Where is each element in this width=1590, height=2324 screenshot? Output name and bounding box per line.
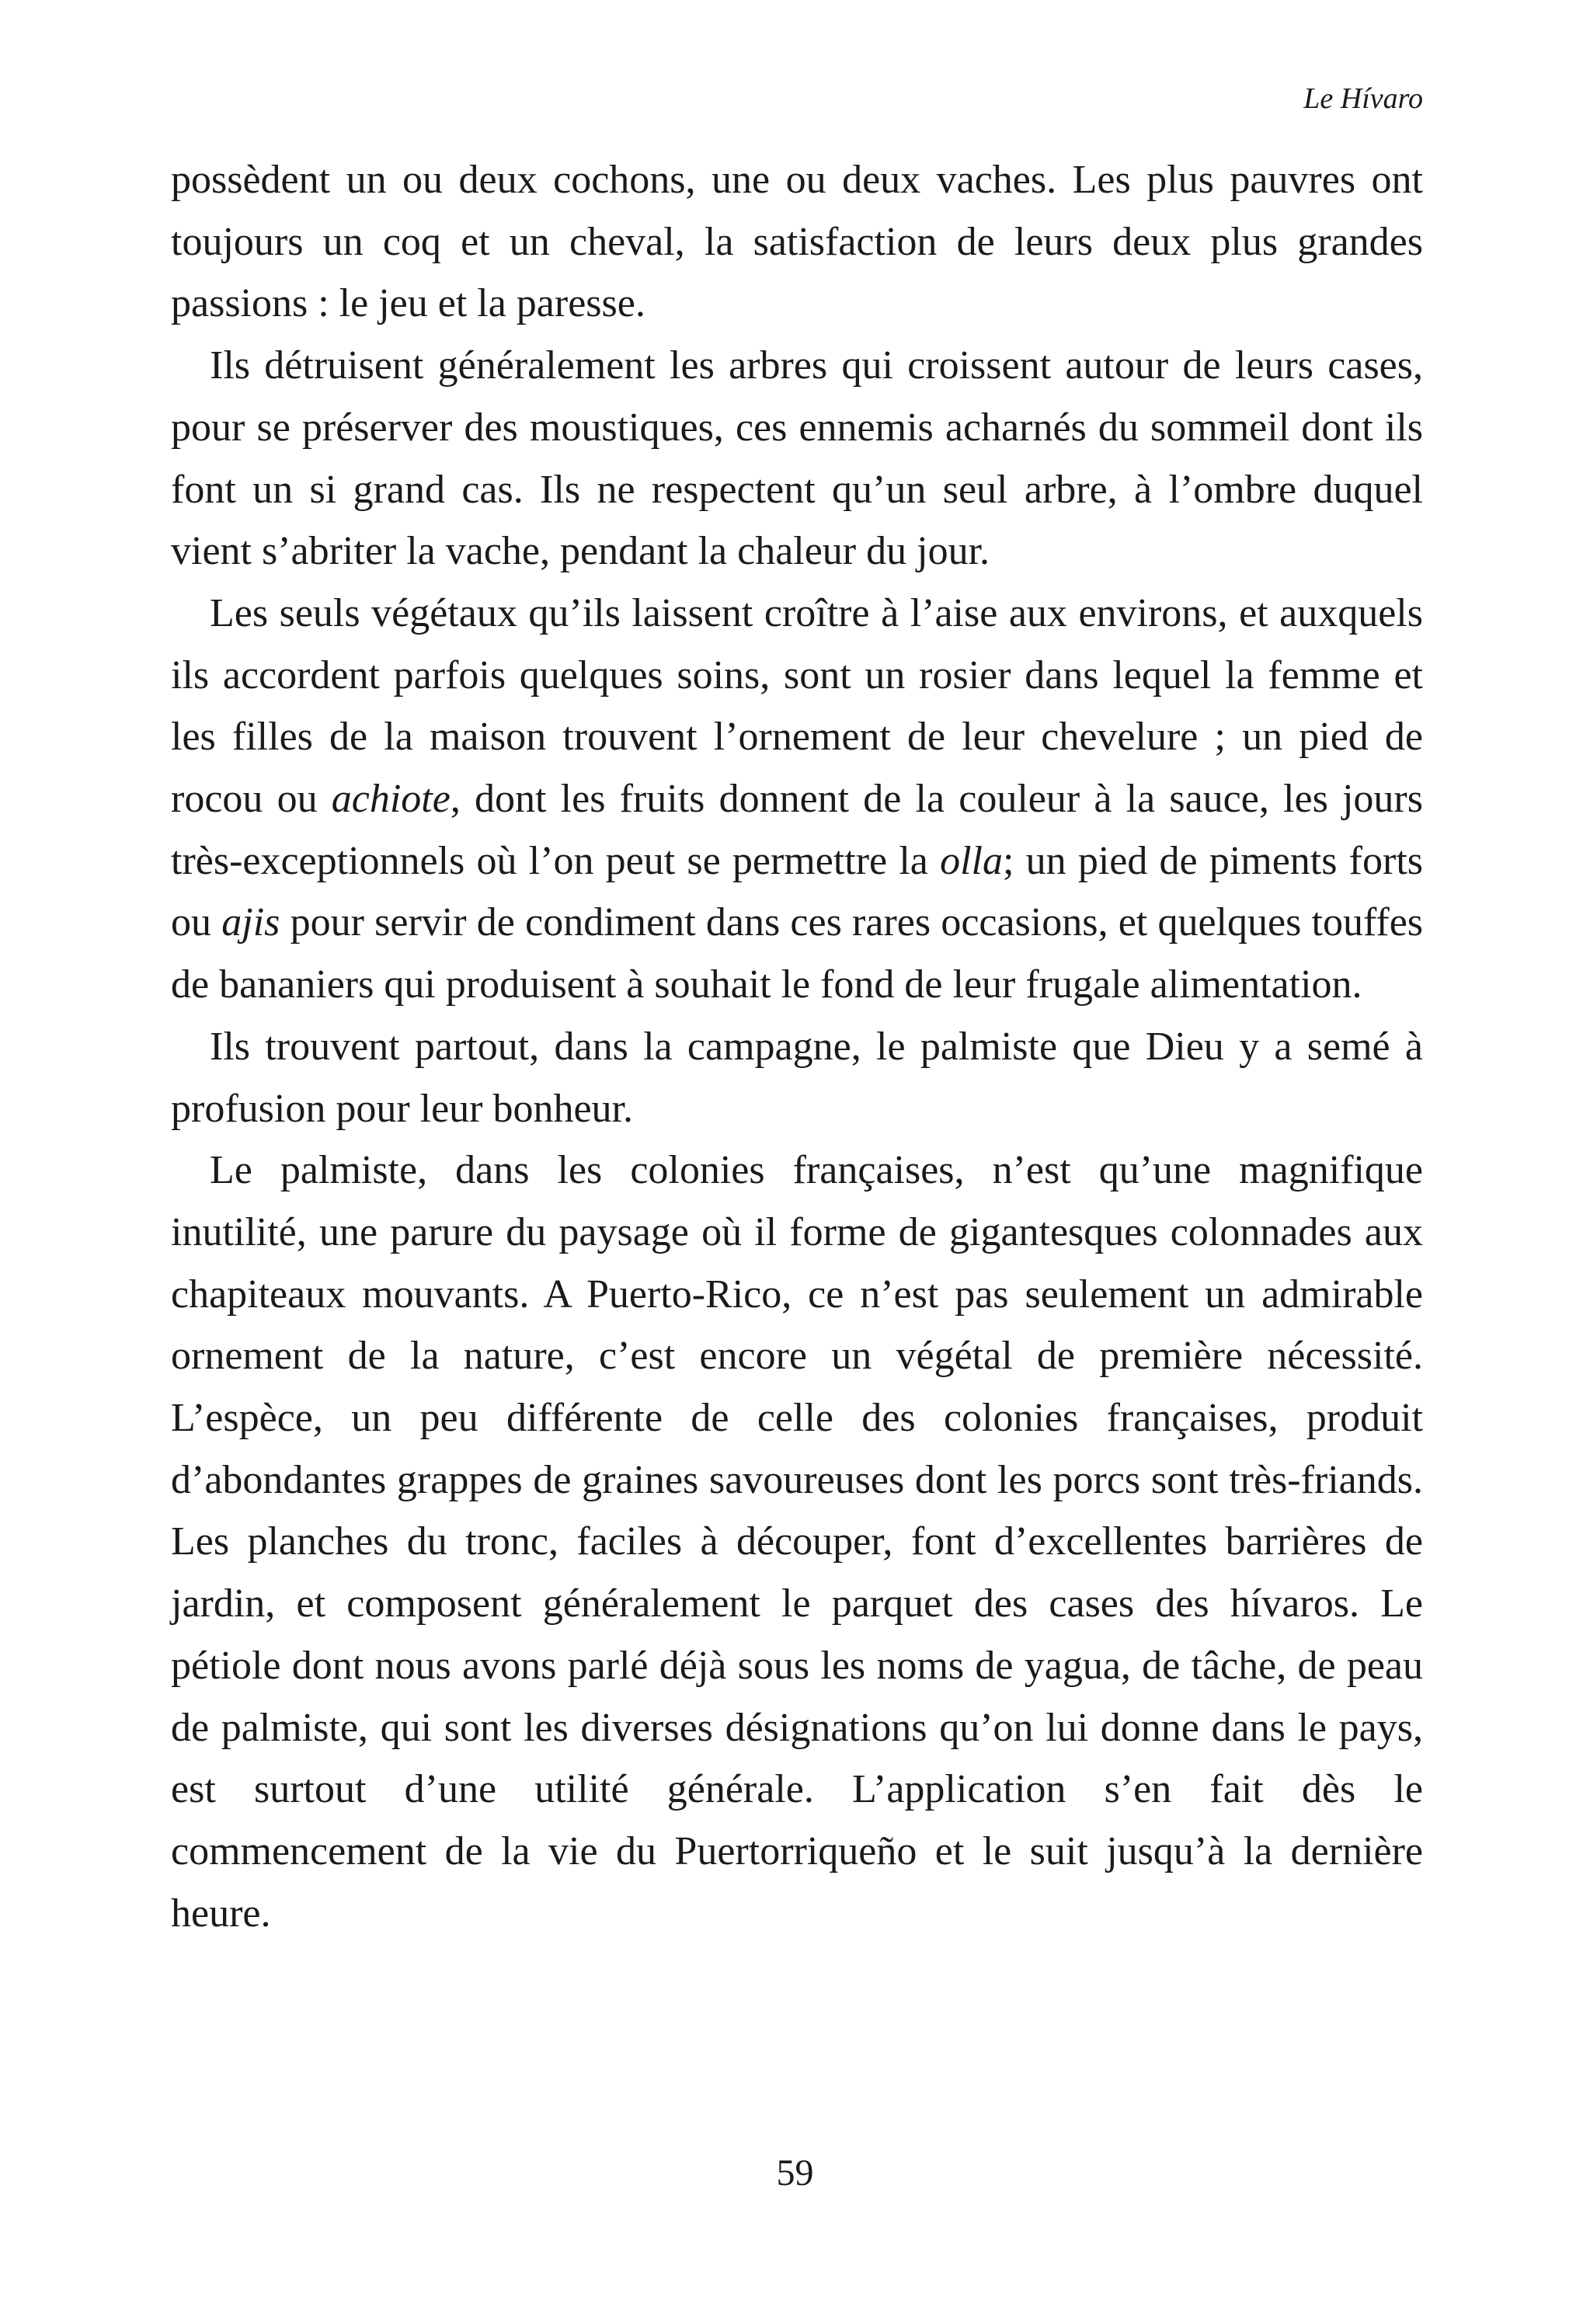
paragraph-text: possèdent un ou deux cochons, une ou deux vaches. Les plus pauvres ont toujours un coq et un cheval, la satisfaction de leurs deux plus grandes passions : le jeu et la paresse.: [171, 158, 1423, 326]
paragraph-text: Le palmiste, dans les colonies françaises, n’est qu’une magnifique inutilité, une parure du paysage où il forme de gigantesques colonnades aux chapiteaux mouvants. A Puerto-Rico, ce n’est pas seulement un admirable ornement de la nature, c’est encore un végétal de première nécessité. L’espèce, un peu différente de celle des colonies françaises, produit d’abondantes grappes de graines savoureuses dont les porcs sont très-friands. Les planches du tronc, faciles à découper, font d’excellentes barrières de jardin, et composent généralement le parquet des cases des hívaros. Le pétiole dont nous avons parlé déjà sous les noms de yagua, de tâche, de peau de palmiste, qui sont les diverses désignations qu’on lui donne dans le pays, est surtout d’une utilité générale. L’application s’en fait dès le commencement de la vie du Puertorriqueño et le suit jusqu’à la dernière heure.: [171, 1148, 1423, 1936]
paragraph-text: Les seuls végétaux qu’ils laissent croître à l’aise aux environs, et auxquels ils accordent parfois quelques soins, sont un rosier dans lequel la femme et les filles de la maison trouvent l’ornement de leur chevelure ; un pied de rocou ou: [171, 590, 1423, 822]
page-number: 59: [776, 2152, 814, 2194]
italic-term-olla: olla: [940, 838, 1003, 883]
running-head: Le Hívaro: [1303, 82, 1423, 115]
paragraph-text: ; un pied de piments forts ou: [171, 838, 1424, 945]
paragraph-5: [171, 1139, 1423, 1944]
paragraph-4: [171, 1016, 1423, 1139]
italic-term-achiote: achiote: [331, 777, 451, 822]
paragraph-text: pour servir de condiment dans ces rares occasions, et quelques touffes de bananiers qui produisent à souhait le fond de leur frugale alimentation.: [171, 900, 1424, 1007]
paragraph-text: Ils détruisent généralement les arbres qui croissent autour de leurs cases, pour se préserver des moustiques, ces ennemis acharnés du sommeil dont ils font un si grand cas. Ils ne respectent qu’un seul arbre, à l’ombre duquel vient s’abriter la vache, pendant la chaleur du jour.: [171, 343, 1423, 574]
paragraph-3: [171, 583, 1423, 1016]
paragraph-2: [171, 335, 1423, 583]
paragraph-1: [171, 149, 1423, 335]
body-text: [171, 149, 1423, 1944]
paragraph-text: , dont les fruits donnent de la couleur à la sauce, les jours très-exceptionnels où l’on peut se permettre la: [171, 777, 1423, 883]
italic-term-ajis: ajis: [221, 900, 280, 945]
paragraph-text: Ils trouvent partout, dans la campagne, le palmiste que Dieu y a semé à profusion pour leur bonheur.: [171, 1024, 1423, 1131]
